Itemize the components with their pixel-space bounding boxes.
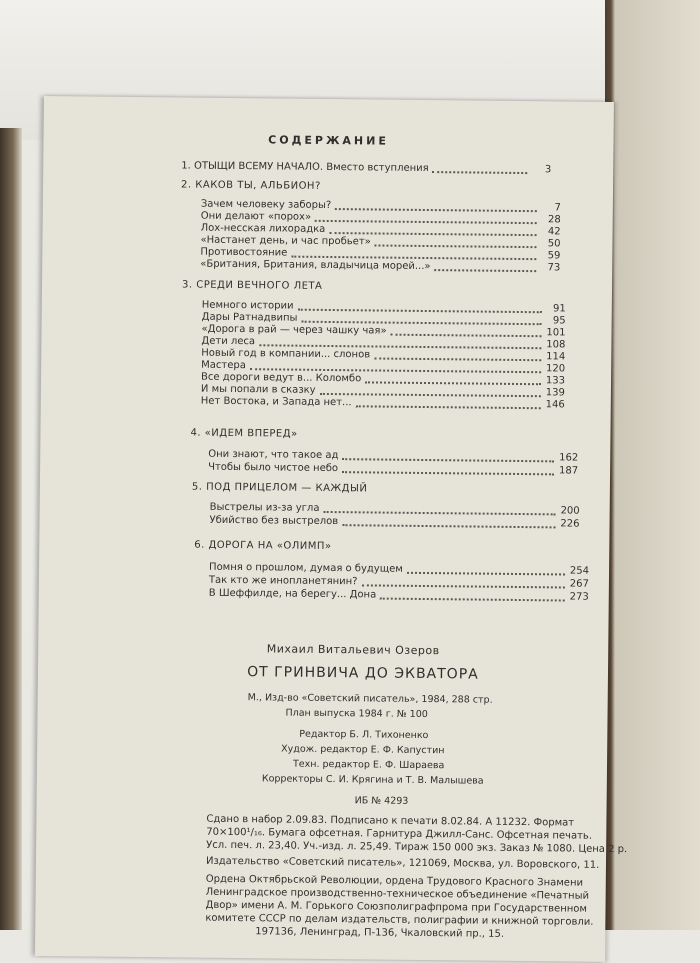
printer-line: комитете СССР по делам издательств, полиграфии и книжной торговли. xyxy=(205,912,594,928)
entry-title: Они делают «порох» xyxy=(200,210,312,223)
page-number: 254 xyxy=(569,565,590,577)
page-number: 108 xyxy=(546,339,566,351)
entry-title: Они знают, что такое ад xyxy=(208,448,339,462)
page-number: 133 xyxy=(545,375,566,387)
page-number: 59 xyxy=(547,250,561,262)
print-specs-line: Усл. печ. л. 23,40. Уч.-изд. л. 25,49. Тираж 150 000 экз. Заказ № 1080. Цена 2 р. xyxy=(206,839,628,856)
entry-title: Выстрелы из-за угла xyxy=(209,501,320,514)
printer-line: Ленинградское производственно-техническое объединение «Печатный xyxy=(205,886,590,902)
entry-title: Лох-несская лихорадка xyxy=(200,222,326,235)
author-name: Михаил Витальевич Озеров xyxy=(266,642,440,658)
page-number: 95 xyxy=(552,315,566,327)
entry-title: «Дорога в рай — через чашку чая» xyxy=(201,323,387,337)
toc-entry xyxy=(201,396,565,413)
dot-leader xyxy=(297,301,541,314)
dot-leader xyxy=(365,373,541,385)
page-number: 120 xyxy=(546,363,566,375)
dot-leader xyxy=(250,360,541,373)
dot-leader xyxy=(320,385,541,397)
chapter-1-heading xyxy=(181,160,551,177)
page-number: 50 xyxy=(547,238,561,250)
dot-leader xyxy=(342,450,554,462)
book-title: ОТ ГРИНВИЧА ДО ЭКВАТОРА xyxy=(247,664,479,683)
entry-title: Чтобы было чистое небо xyxy=(208,461,339,475)
printer-line: Двор» имени А. М. Горького Союзполиграфпрома при Государственном xyxy=(205,899,588,915)
dot-leader xyxy=(315,212,537,224)
chapter-3-heading: 3. СРЕДИ ВЕЧНОГО ЛЕТА xyxy=(181,279,323,292)
page-number: 139 xyxy=(545,387,565,399)
page-number: 7 xyxy=(554,202,561,214)
entry-title: Помня о прошлом, думая о будущем xyxy=(209,561,403,575)
entry-title: Так кто же инопланетянин? xyxy=(208,574,358,588)
imprint-line: М., Изд-во «Советский писатель», 1984, 288 стр. xyxy=(247,692,493,706)
dot-leader xyxy=(335,200,537,212)
print-specs-line: Сдано в набор 2.09.83. Подписано к печати 8.02.84. А 11232. Формат xyxy=(206,813,575,829)
dot-leader xyxy=(301,313,541,326)
page-number: 226 xyxy=(560,518,580,530)
dot-leader xyxy=(380,590,565,602)
page-number: 28 xyxy=(547,214,561,226)
book-spine-edge xyxy=(0,128,22,930)
entry-title: Немного истории xyxy=(201,299,294,312)
dot-leader xyxy=(374,349,541,361)
chapter-heading: 1. ОТЫЩИ ВСЕМУ НАЧАЛО. Вместо вступления xyxy=(181,160,429,175)
entry-title: «Британия, Британия, владычица морей...» xyxy=(200,258,431,273)
page-number: 146 xyxy=(545,399,565,411)
dot-leader xyxy=(342,463,554,475)
dot-leader xyxy=(375,236,537,248)
entry-title: Зачем человеку заборы? xyxy=(200,198,332,212)
page-number: 187 xyxy=(558,465,579,477)
printer-address-line: 197136, Ленинград, П-136, Чкаловский пр., 15. xyxy=(255,926,505,940)
art-editor-line: Худож. редактор Е. Ф. Капустин xyxy=(281,743,445,757)
entry-title: «Настанет день, и час пробьет» xyxy=(200,234,371,248)
entry-title: Убийство без выстрелов xyxy=(209,514,339,528)
proofreaders-line: Корректоры С. И. Крягина и Т. В. Малышева xyxy=(261,773,484,787)
page-number: 273 xyxy=(569,591,589,603)
plan-line: План выпуска 1984 г. № 100 xyxy=(285,707,428,721)
editor-line: Редактор Б. Л. Тихоненко xyxy=(299,728,429,742)
page-number: 42 xyxy=(547,226,561,238)
dot-leader xyxy=(291,248,536,261)
dot-leader xyxy=(435,261,537,272)
page-number: 3 xyxy=(544,164,552,176)
tech-editor-line: Техн. редактор Е. Ф. Шараева xyxy=(292,758,445,772)
entry-title: Новый год в компании... слонов xyxy=(201,347,371,361)
entry-title: В Шеффилде, на берегу... Дона xyxy=(208,587,377,601)
toc-entry xyxy=(208,462,578,479)
toc-entry xyxy=(209,588,589,605)
entry-title: Все дороги ведут в... Коломбо xyxy=(201,371,362,385)
ib-number: ИБ № 4293 xyxy=(354,795,409,807)
dot-leader xyxy=(407,564,565,576)
book-cover-edge xyxy=(605,0,700,930)
dot-leader xyxy=(433,163,528,174)
dot-leader xyxy=(391,326,542,338)
entry-title: Противостояние xyxy=(200,246,288,259)
page-number: 114 xyxy=(546,351,566,363)
publisher-address-line: Издательство «Советский писатель», 121069, Москва, ул. Воровского, 11. xyxy=(205,855,600,871)
contents-title: СОДЕРЖАНИЕ xyxy=(268,133,389,148)
page-number: 101 xyxy=(546,327,566,339)
entry-title: Дары Ратнадвипы xyxy=(201,311,298,324)
dot-leader xyxy=(329,224,536,236)
print-specs-line: 70×100¹/₁₆. Бумага офсетная. Гарнитура Джилл-Санс. Офсетная печать. xyxy=(206,826,593,842)
chapter-4-heading: 4. «ИДЕМ ВПЕРЕД» xyxy=(190,427,298,440)
book-page xyxy=(35,96,628,962)
page-number: 91 xyxy=(553,303,566,315)
chapter-5-heading: 5. ПОД ПРИЦЕЛОМ — КАЖДЫЙ xyxy=(191,481,368,495)
printer-line: Ордена Октябрьской Революции, ордена Трудового Красного Знамени xyxy=(205,873,584,889)
toc-entry xyxy=(209,515,579,532)
entry-title: И мы попали в сказку xyxy=(200,383,316,396)
dot-leader xyxy=(342,516,555,528)
dot-leader xyxy=(259,336,541,349)
page-number: 267 xyxy=(569,578,589,590)
toc-entry xyxy=(200,259,560,276)
dot-leader xyxy=(356,397,541,409)
dot-leader xyxy=(361,576,564,588)
chapter-2-heading: 2. КАКОВ ТЫ, АЛЬБИОН? xyxy=(181,179,321,192)
dot-leader xyxy=(323,503,555,515)
entry-title: Нет Востока, и Запада нет... xyxy=(200,395,352,409)
chapter-6-heading: 6. ДОРОГА НА «ОЛИМП» xyxy=(194,539,332,553)
page-number: 73 xyxy=(547,262,561,274)
page-number: 200 xyxy=(560,505,580,517)
entry-title: Мастера xyxy=(201,359,246,372)
entry-title: Дети леса xyxy=(201,335,256,348)
page-number: 162 xyxy=(559,452,579,464)
